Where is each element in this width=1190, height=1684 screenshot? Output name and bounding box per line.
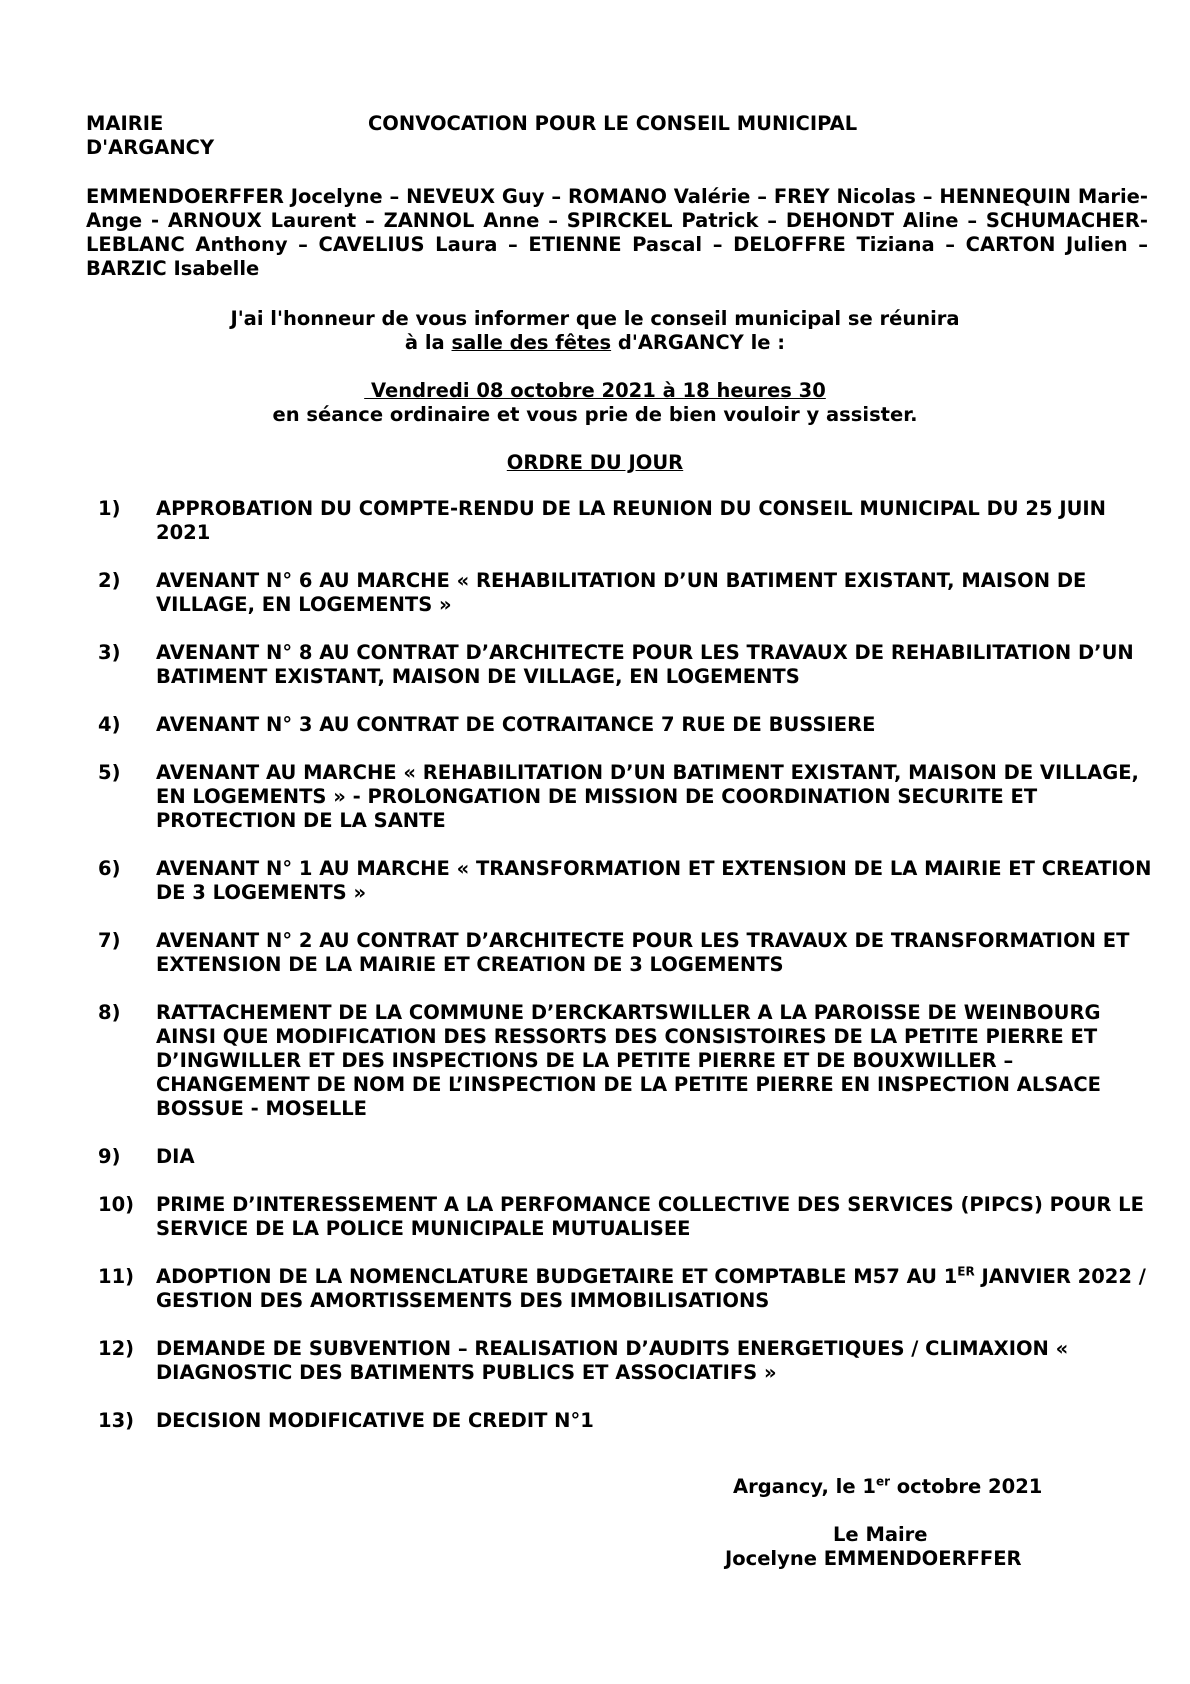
meeting-session: en séance ordinaire et vous prie de bien vouloir y assister. — [272, 403, 918, 426]
agenda-item-text: AVENANT N° 6 AU MARCHE « REHABILITATION D’UN BATIMENT EXISTANT, MAISON DE VILLAGE, EN LOGEMENTS » — [156, 569, 1087, 616]
agenda-item — [98, 1001, 1158, 1121]
agenda-item-text: AVENANT N° 1 AU MARCHE « TRANSFORMATION ET EXTENSION DE LA MAIRIE ET CREATION DE 3 LOGEMENTS » — [156, 857, 1152, 904]
agenda-item-text: AVENANT N° 3 AU CONTRAT DE COTRAITANCE 7 RUE DE BUSSIERE — [156, 713, 876, 736]
agenda-item-number: 7) — [98, 929, 121, 952]
agenda-item-text: DIA — [156, 1145, 195, 1168]
agenda-item-number: 10) — [98, 1193, 135, 1216]
document-title: CONVOCATION POUR LE CONSEIL MUNICIPAL — [368, 112, 858, 135]
place-date-prefix: Argancy, le 1 — [733, 1475, 876, 1498]
agenda-item — [98, 713, 1158, 737]
agenda-item — [98, 497, 1158, 545]
agenda-item — [98, 569, 1158, 617]
agenda-item-number: 2) — [98, 569, 121, 592]
intro-line-1: J'ai l'honneur de vous informer que le conseil municipal se réunira — [230, 307, 960, 330]
mairie-line-2: D'ARGANCY — [86, 136, 215, 159]
place-date-suffix: octobre 2021 — [890, 1475, 1043, 1498]
agenda-item — [98, 1409, 1158, 1433]
agenda-item-text: DEMANDE DE SUBVENTION – REALISATION D’AUDITS ENERGETIQUES / CLIMAXION « DIAGNOSTIC DES BATIMENTS PUBLICS ET ASSOCIATIFS » — [156, 1337, 1069, 1384]
agenda-item-number: 8) — [98, 1001, 121, 1024]
agenda-item-number: 5) — [98, 761, 121, 784]
agenda-item — [98, 761, 1158, 833]
agenda-item-text-part: JANVIER 2022 / GESTION DES AMORTISSEMENTS DES IMMOBILISATIONS — [156, 1265, 1146, 1312]
agenda-item-number: 12) — [98, 1337, 135, 1360]
intro-suffix: d'ARGANCY le : — [611, 331, 786, 354]
signature-name: Jocelyne EMMENDOERFFER — [725, 1547, 1022, 1570]
agenda-item-text: APPROBATION DU COMPTE-RENDU DE LA REUNION DU CONSEIL MUNICIPAL DU 25 JUIN 2021 — [156, 497, 1106, 544]
agenda-item-text-part: ADOPTION DE LA NOMENCLATURE BUDGETAIRE ET COMPTABLE M57 AU 1 — [156, 1265, 958, 1288]
agenda-item-text: RATTACHEMENT DE LA COMMUNE D’ERCKARTSWILLER A LA PAROISSE DE WEINBOURG AINSI QUE MODIFICATION DES RESSORTS DES CONSISTOIRES DE LA PETITE PIERRE ET D’INGWILLER ET DES INSPECTIONS DE LA PETITE PIERRE ET DE BOUXWILLER – CHANGEMENT DE NOM DE L’INSPECTION DE LA PETITE PIERRE EN INSPECTION ALSACE BOSSUE - MOSELLE — [156, 1001, 1102, 1120]
agenda-item-number: 4) — [98, 713, 121, 736]
agenda-item-number: 9) — [98, 1145, 121, 1168]
agenda-item-text: DECISION MODIFICATIVE DE CREDIT N°1 — [156, 1409, 594, 1432]
agenda-item-sup: ER — [957, 1264, 975, 1279]
meeting-info — [86, 379, 1104, 427]
agenda-item — [98, 1337, 1158, 1385]
place-date — [733, 1475, 1153, 1499]
place-date-sup: er — [875, 1474, 890, 1489]
intro-line-2 — [86, 331, 1104, 355]
agenda-item-number: 6) — [98, 857, 121, 880]
intro-prefix: à la — [404, 331, 452, 354]
council-members: EMMENDOERFFER Jocelyne – NEVEUX Guy – ROMANO Valérie – FREY Nicolas – HENNEQUIN Marie-Ange - ARNOUX Laurent – ZANNOL Anne – SPIRCKEL Patrick – DEHONDT Aline – SCHUMACHER-LEBLANC Anthony – CAVELIUS Laura – ETIENNE Pascal – DELOFFRE Tiziana – CARTON Julien – BARZIC Isabelle — [86, 185, 1148, 280]
mairie-line-1: MAIRIE — [86, 112, 164, 135]
venue: salle des fêtes — [451, 331, 612, 354]
agenda-item-text: PRIME D’INTERESSEMENT A LA PERFOMANCE COLLECTIVE DES SERVICES (PIPCS) POUR LE SERVICE DE LA POLICE MUNICIPALE MUTUALISEE — [156, 1193, 1144, 1240]
agenda-item-number: 11) — [98, 1265, 135, 1288]
agenda-item — [98, 929, 1158, 977]
mairie-heading — [86, 112, 336, 160]
agenda-item-number: 13) — [98, 1409, 135, 1432]
agenda-item — [98, 641, 1158, 689]
agenda-title: ORDRE DU JOUR — [506, 451, 684, 474]
intro-paragraph — [86, 307, 1104, 355]
agenda-item — [98, 1265, 1158, 1313]
agenda-item-text: AVENANT N° 8 AU CONTRAT D’ARCHITECTE POUR LES TRAVAUX DE REHABILITATION D’UN BATIMENT EXISTANT, MAISON DE VILLAGE, EN LOGEMENTS — [156, 641, 1134, 688]
agenda-item-text — [156, 1265, 1158, 1313]
agenda-item — [98, 1193, 1158, 1241]
signature-title: Le Maire — [833, 1523, 928, 1546]
agenda-item-number: 3) — [98, 641, 121, 664]
agenda-item-text: AVENANT N° 2 AU CONTRAT D’ARCHITECTE POUR LES TRAVAUX DE TRANSFORMATION ET EXTENSION DE LA MAIRIE ET CREATION DE 3 LOGEMENTS — [156, 929, 1130, 976]
agenda-item — [98, 1145, 1158, 1169]
agenda-item-number: 1) — [98, 497, 121, 520]
meeting-datetime: Vendredi 08 octobre 2021 à 18 heures 30 — [364, 379, 826, 402]
agenda-item-text: AVENANT AU MARCHE « REHABILITATION D’UN BATIMENT EXISTANT, MAISON DE VILLAGE, EN LOGEMENTS » - PROLONGATION DE MISSION DE COORDINATION SECURITE ET PROTECTION DE LA SANTE — [156, 761, 1139, 832]
agenda-list — [98, 497, 1158, 1457]
agenda-item — [98, 857, 1158, 905]
